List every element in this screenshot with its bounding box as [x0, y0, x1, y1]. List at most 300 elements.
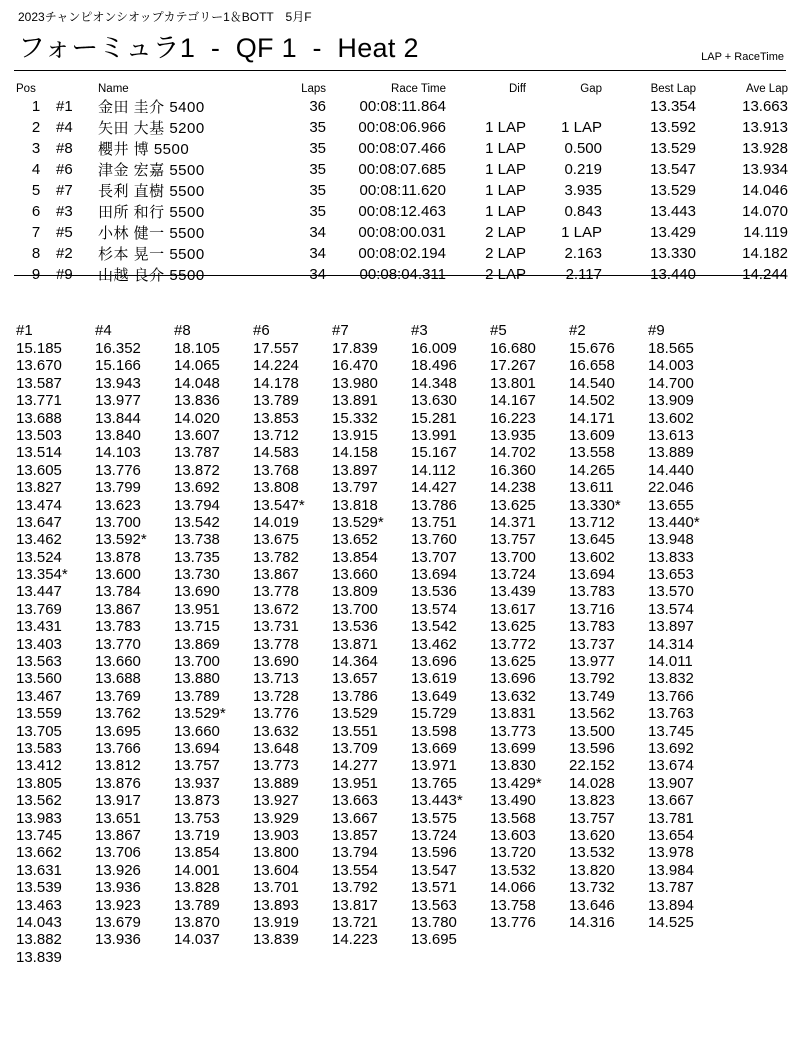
lap-time: 13.792	[569, 670, 615, 688]
lap-column-kart-number: #3	[411, 322, 428, 339]
lap-time: 13.758	[490, 896, 536, 914]
lap-time: 13.867	[95, 826, 141, 844]
lap-time: 13.631	[16, 861, 62, 879]
lap-time: 13.781	[648, 809, 694, 827]
lap-time: 13.820	[569, 861, 615, 879]
lap-time: 14.158	[332, 444, 378, 462]
lap-column	[332, 322, 411, 966]
result-best-lap: 13.429	[650, 224, 696, 241]
lap-time: 13.724	[411, 826, 457, 844]
lap-time: 13.563	[16, 653, 62, 671]
lap-time: 13.447	[16, 583, 62, 601]
results-row	[16, 201, 788, 222]
result-best-lap: 13.529	[650, 182, 696, 199]
result-kart-number: #9	[56, 266, 73, 283]
lap-time: 13.763	[648, 705, 694, 723]
lap-time: 13.694	[174, 739, 220, 757]
lap-time: 14.001	[174, 861, 220, 879]
lap-time: 13.869	[174, 635, 220, 653]
result-ave-lap: 13.934	[742, 161, 788, 178]
lap-time: 14.048	[174, 374, 220, 392]
lap-times-grid	[16, 322, 727, 966]
lap-time: 13.700	[332, 600, 378, 618]
lap-time: 13.330*	[569, 496, 621, 514]
lap-time: 13.536	[332, 618, 378, 636]
lap-time: 13.598	[411, 722, 457, 740]
result-kart-number: #2	[56, 245, 73, 262]
lap-column	[16, 322, 95, 966]
lap-time: 13.769	[16, 600, 62, 618]
lap-time: 13.592*	[95, 531, 147, 549]
result-kart-number: #4	[56, 119, 73, 136]
result-driver-name: 田所 和行 5500	[98, 204, 205, 221]
header-divider	[14, 70, 786, 71]
lap-time: 13.823	[569, 792, 615, 810]
lap-time: 13.712	[253, 426, 299, 444]
lap-time: 13.696	[490, 670, 536, 688]
lap-time: 13.977	[569, 653, 615, 671]
lap-time: 13.857	[332, 826, 378, 844]
lap-time: 13.836	[174, 392, 220, 410]
lap-time: 13.948	[648, 531, 694, 549]
lap-time: 15.676	[569, 340, 615, 357]
lap-time: 13.873	[174, 792, 220, 810]
result-race-time: 00:08:07.685	[358, 161, 446, 178]
lap-time: 14.223	[332, 931, 378, 949]
lap-time: 14.019	[253, 513, 299, 531]
lap-time: 13.651	[95, 809, 141, 827]
lap-time: 18.105	[174, 340, 220, 357]
lap-time: 13.867	[253, 566, 299, 584]
lap-time: 13.571	[411, 879, 457, 897]
lap-time: 13.694	[569, 566, 615, 584]
result-diff: 1 LAP	[485, 119, 526, 136]
lap-time: 13.749	[569, 687, 615, 705]
lap-time: 13.919	[253, 913, 299, 931]
lap-time: 13.776	[490, 913, 536, 931]
lap-time: 14.700	[648, 374, 694, 392]
lap-time: 14.371	[490, 513, 536, 531]
result-race-time: 00:08:06.966	[358, 119, 446, 136]
lap-time: 13.792	[332, 879, 378, 897]
lap-time: 13.876	[95, 774, 141, 792]
lap-time: 14.224	[253, 357, 299, 375]
lap-time: 13.462	[411, 635, 457, 653]
lap-time: 13.760	[411, 531, 457, 549]
lap-time: 13.670	[16, 357, 62, 375]
lap-time: 13.724	[490, 566, 536, 584]
lap-time: 13.690	[174, 583, 220, 601]
lap-time: 13.765	[411, 774, 457, 792]
lap-time: 13.984	[648, 861, 694, 879]
lap-time: 13.674	[648, 757, 694, 775]
result-laps: 34	[309, 266, 326, 283]
lap-time: 14.020	[174, 409, 220, 427]
result-best-lap: 13.529	[650, 140, 696, 157]
section-divider	[14, 275, 786, 276]
lap-time: 13.439	[490, 583, 536, 601]
col-header-diff: Diff	[508, 82, 526, 95]
lap-time: 13.853	[253, 409, 299, 427]
lap-time: 13.909	[648, 392, 694, 410]
lap-time: 13.462	[16, 531, 62, 549]
lap-time: 13.787	[174, 444, 220, 462]
result-driver-name: 津金 宏嘉 5500	[98, 162, 205, 179]
result-laps: 34	[309, 245, 326, 262]
lap-time: 13.728	[253, 687, 299, 705]
lap-time: 13.737	[569, 635, 615, 653]
lap-time: 16.223	[490, 409, 536, 427]
lap-time: 14.167	[490, 392, 536, 410]
lap-time: 13.547*	[253, 496, 305, 514]
lap-time: 13.560	[16, 670, 62, 688]
lap-column	[569, 322, 648, 966]
lap-time: 13.609	[569, 426, 615, 444]
lap-time: 14.028	[569, 774, 615, 792]
lap-time: 13.700	[490, 548, 536, 566]
lap-time: 16.470	[332, 357, 378, 375]
lap-time: 13.923	[95, 896, 141, 914]
lap-time: 13.828	[174, 879, 220, 897]
lap-time: 14.440	[648, 461, 694, 479]
lap-time: 13.812	[95, 757, 141, 775]
lap-time: 13.554	[332, 861, 378, 879]
lap-time: 14.540	[569, 374, 615, 392]
lap-time: 13.762	[95, 705, 141, 723]
lap-time: 13.839	[253, 931, 299, 949]
lap-time: 14.348	[411, 374, 457, 392]
lap-time: 13.412	[16, 757, 62, 775]
lap-time: 13.980	[332, 374, 378, 392]
lap-time: 13.720	[490, 844, 536, 862]
lap-time: 13.794	[174, 496, 220, 514]
lap-time: 13.818	[332, 496, 378, 514]
lap-time: 13.630	[411, 392, 457, 410]
result-driver-name: 矢田 大基 5200	[98, 120, 205, 137]
lap-time: 13.699	[490, 739, 536, 757]
lap-time: 13.817	[332, 896, 378, 914]
lap-time: 14.502	[569, 392, 615, 410]
lap-time: 13.787	[648, 879, 694, 897]
result-race-time: 00:08:11.864	[359, 98, 446, 115]
lap-time: 14.583	[253, 444, 299, 462]
result-diff: 2 LAP	[485, 224, 526, 241]
lap-time: 13.789	[174, 896, 220, 914]
lap-time: 13.889	[648, 444, 694, 462]
lap-time: 13.542	[411, 618, 457, 636]
lap-time: 13.786	[411, 496, 457, 514]
lap-time: 13.551	[332, 722, 378, 740]
lap-time: 13.649	[411, 687, 457, 705]
col-header-laps: Laps	[301, 82, 326, 95]
lap-time: 13.653	[648, 566, 694, 584]
lap-time: 13.617	[490, 600, 536, 618]
result-kart-number: #1	[56, 98, 73, 115]
lap-time: 13.692	[174, 479, 220, 497]
results-row	[16, 117, 788, 138]
lap-time: 13.688	[95, 670, 141, 688]
lap-time: 13.745	[16, 826, 62, 844]
results-row	[16, 159, 788, 180]
lap-column	[411, 322, 490, 966]
lap-time: 13.679	[95, 913, 141, 931]
lap-time: 13.655	[648, 496, 694, 514]
lap-time: 13.663	[332, 792, 378, 810]
result-ave-lap: 13.663	[742, 98, 788, 115]
lap-time: 13.657	[332, 670, 378, 688]
lap-time: 13.706	[95, 844, 141, 862]
col-header-gap: Gap	[580, 82, 602, 95]
result-diff	[446, 96, 526, 117]
result-diff: 1 LAP	[485, 182, 526, 199]
lap-time: 13.354*	[16, 566, 68, 584]
result-gap: 0.500	[564, 140, 602, 157]
lap-time: 13.797	[332, 479, 378, 497]
lap-time: 14.277	[332, 757, 378, 775]
result-diff: 1 LAP	[485, 140, 526, 157]
lap-time: 13.783	[95, 618, 141, 636]
lap-time: 14.238	[490, 479, 536, 497]
lap-time: 13.623	[95, 496, 141, 514]
lap-time: 13.705	[16, 722, 62, 740]
lap-time: 13.632	[253, 722, 299, 740]
lap-time: 13.696	[411, 653, 457, 671]
lap-time: 14.011	[648, 653, 693, 671]
lap-time: 22.152	[569, 757, 615, 775]
lap-time: 13.660	[95, 653, 141, 671]
lap-time: 13.647	[16, 513, 62, 531]
lap-time: 13.800	[253, 844, 299, 862]
lap-time: 13.731	[253, 618, 299, 636]
result-race-time: 00:08:00.031	[358, 224, 446, 241]
lap-time: 14.314	[648, 635, 694, 653]
lap-time: 13.830	[490, 757, 536, 775]
result-laps: 35	[309, 203, 326, 220]
lap-time: 13.625	[490, 653, 536, 671]
result-best-lap: 13.547	[650, 161, 696, 178]
result-diff: 1 LAP	[485, 203, 526, 220]
result-pos: 6	[31, 203, 41, 220]
lap-time: 13.882	[16, 931, 62, 949]
lap-time: 13.707	[411, 548, 457, 566]
report-supertitle: 2023チャンピオンシオップカテゴリー1＆BOTT 5月F	[18, 10, 312, 24]
lap-time: 13.854	[174, 844, 220, 862]
lap-time: 13.783	[569, 583, 615, 601]
lap-time: 13.514	[16, 444, 62, 462]
lap-time: 13.897	[332, 461, 378, 479]
lap-time: 13.632	[490, 687, 536, 705]
result-kart-number: #8	[56, 140, 73, 157]
lap-time: 13.500	[569, 722, 615, 740]
lap-time: 17.557	[253, 340, 299, 357]
lap-time: 14.364	[332, 653, 378, 671]
lap-time: 13.778	[253, 635, 299, 653]
lap-time: 13.745	[648, 722, 694, 740]
lap-time: 13.730	[174, 566, 220, 584]
lap-time: 13.716	[569, 600, 615, 618]
lap-time: 13.805	[16, 774, 62, 792]
lap-time: 13.570	[648, 583, 694, 601]
lap-time: 13.532	[490, 861, 536, 879]
results-row	[16, 222, 788, 243]
lap-column	[490, 322, 569, 966]
lap-column	[95, 322, 174, 966]
result-race-time: 00:08:04.311	[359, 266, 446, 283]
lap-time: 22.046	[648, 479, 694, 497]
lap-time: 13.700	[95, 513, 141, 531]
lap-time: 13.780	[411, 913, 457, 931]
col-header-best-lap: Best Lap	[650, 82, 696, 95]
lap-time: 13.604	[253, 861, 299, 879]
lap-time: 13.809	[332, 583, 378, 601]
result-gap	[526, 96, 602, 117]
lap-column-kart-number: #5	[490, 322, 507, 339]
lap-time: 13.891	[332, 392, 378, 410]
lap-time: 13.773	[490, 722, 536, 740]
lap-time: 13.611	[569, 479, 614, 497]
lap-time: 13.784	[95, 583, 141, 601]
lap-time: 16.658	[569, 357, 615, 375]
lap-time: 13.715	[174, 618, 220, 636]
results-row	[16, 138, 788, 159]
lap-time: 13.474	[16, 496, 62, 514]
result-driver-name: 金田 圭介 5400	[98, 99, 205, 116]
lap-time: 13.613	[648, 426, 694, 444]
lap-time: 13.832	[648, 670, 694, 688]
result-best-lap: 13.592	[650, 119, 696, 136]
lap-time: 13.917	[95, 792, 141, 810]
lap-time: 13.766	[95, 739, 141, 757]
lap-time: 15.332	[332, 409, 378, 427]
lap-time: 13.871	[332, 635, 378, 653]
lap-time: 13.667	[332, 809, 378, 827]
lap-time: 13.757	[174, 757, 220, 775]
lap-time: 14.066	[490, 879, 536, 897]
lap-time: 14.112	[411, 461, 456, 479]
lap-time: 13.559	[16, 705, 62, 723]
lap-time: 15.166	[95, 357, 141, 375]
result-laps: 35	[309, 119, 326, 136]
lap-time: 13.983	[16, 809, 62, 827]
lap-time: 13.870	[174, 913, 220, 931]
lap-time: 13.529*	[174, 705, 226, 723]
result-gap: 2.117	[565, 266, 602, 283]
lap-time: 13.443*	[411, 792, 463, 810]
lap-time: 13.652	[332, 531, 378, 549]
lap-time: 13.688	[16, 409, 62, 427]
lap-time: 14.043	[16, 913, 62, 931]
result-driver-name: 山越 良介 5500	[98, 267, 205, 284]
lap-time: 16.352	[95, 340, 141, 357]
lap-time: 13.786	[332, 687, 378, 705]
lap-time: 17.839	[332, 340, 378, 357]
lap-time: 13.833	[648, 548, 694, 566]
lap-time: 14.702	[490, 444, 536, 462]
lap-time: 13.738	[174, 531, 220, 549]
lap-time: 13.751	[411, 513, 457, 531]
lap-time: 13.719	[174, 826, 220, 844]
lap-time: 13.709	[332, 739, 378, 757]
lap-time: 13.625	[490, 496, 536, 514]
lap-time: 13.646	[569, 896, 615, 914]
lap-time: 15.185	[16, 340, 62, 357]
result-pos: 1	[31, 98, 41, 115]
result-ave-lap: 13.913	[742, 119, 788, 136]
lap-time: 13.951	[332, 774, 378, 792]
lap-time: 13.403	[16, 635, 62, 653]
lap-time: 13.692	[648, 739, 694, 757]
lap-time: 13.562	[16, 792, 62, 810]
lap-time: 13.735	[174, 548, 220, 566]
lap-time: 13.596	[569, 739, 615, 757]
lap-time: 13.753	[174, 809, 220, 827]
lap-column-kart-number: #1	[16, 322, 33, 339]
lap-time: 14.525	[648, 913, 694, 931]
lap-column-kart-number: #8	[174, 322, 191, 339]
lap-column	[253, 322, 332, 966]
lap-time: 13.827	[16, 479, 62, 497]
lap-time: 14.037	[174, 931, 220, 949]
lap-time: 13.712	[569, 513, 615, 531]
lap-time: 13.768	[253, 461, 299, 479]
lap-time: 13.771	[16, 392, 62, 410]
lap-time: 13.926	[95, 861, 141, 879]
lap-time: 13.880	[174, 670, 220, 688]
lap-time: 13.789	[253, 392, 299, 410]
lap-time: 13.770	[95, 635, 141, 653]
lap-time: 13.574	[411, 600, 457, 618]
lap-column-kart-number: #2	[569, 322, 586, 339]
lap-time: 13.583	[16, 739, 62, 757]
lap-time: 13.667	[648, 792, 694, 810]
lap-time: 13.440*	[648, 513, 700, 531]
result-diff: 2 LAP	[485, 266, 526, 283]
lap-time: 13.757	[569, 809, 615, 827]
lap-time: 13.766	[648, 687, 694, 705]
lap-time: 13.844	[95, 409, 141, 427]
results-header-row	[16, 81, 788, 96]
lap-time: 13.801	[490, 374, 536, 392]
result-race-time: 00:08:02.194	[358, 245, 446, 262]
lap-column	[648, 322, 727, 966]
lap-time: 13.757	[490, 531, 536, 549]
lap-time: 13.690	[253, 653, 299, 671]
lap-time: 14.265	[569, 461, 615, 479]
lap-time: 13.602	[648, 409, 694, 427]
lap-time: 13.575	[411, 809, 457, 827]
result-pos: 2	[31, 119, 41, 136]
result-driver-name: 杉本 晃一 5500	[98, 246, 205, 263]
col-header-race-time: Race Time	[391, 82, 446, 95]
lap-column-kart-number: #7	[332, 322, 349, 339]
lap-time: 14.103	[95, 444, 141, 462]
lap-time: 13.776	[95, 461, 141, 479]
result-ave-lap: 14.244	[742, 266, 788, 283]
lap-time: 13.907	[648, 774, 694, 792]
lap-time: 13.524	[16, 548, 62, 566]
lap-time: 13.605	[16, 461, 62, 479]
lap-time: 13.529	[332, 705, 378, 723]
lap-time: 13.547	[411, 861, 457, 879]
lap-time: 13.625	[490, 618, 536, 636]
lap-time: 14.427	[411, 479, 457, 497]
lap-time: 13.596	[411, 844, 457, 862]
lap-time: 13.927	[253, 792, 299, 810]
results-row	[16, 96, 788, 117]
result-race-time: 00:08:11.620	[359, 182, 446, 199]
lap-time: 13.978	[648, 844, 694, 862]
results-row	[16, 180, 788, 201]
